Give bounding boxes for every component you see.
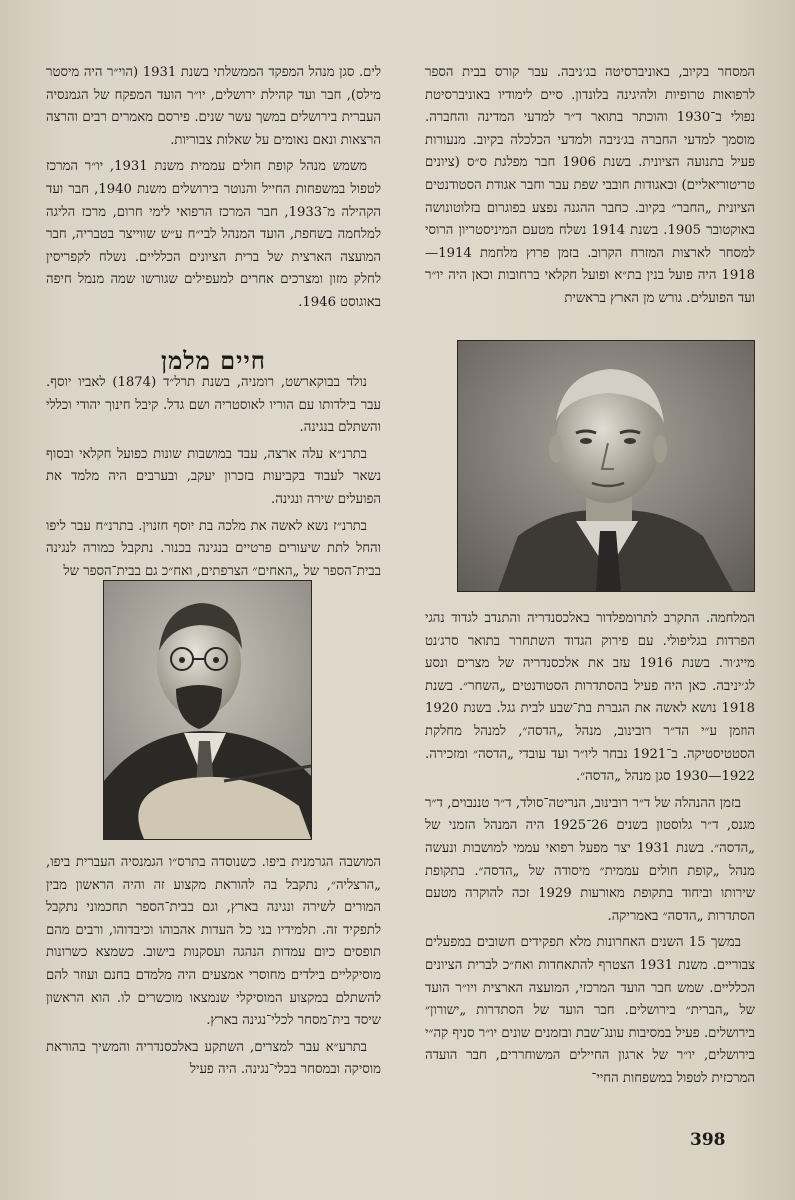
paragraph: בזמן ההנהלה של ד״ר רובינוב, הנריטה־סולד, ד״ר טננבוים, ד״ר מגנס, ד״ר גלוסטון בשנים 26־1925 היה המנהל הזמני של „הדסה״. בשנת 1931 יצר מפעל רפואי עממי למושבות ונעשה מנהל „קופת חולים עממית״ מיסודה של „הדסה״. בתקופת שירותו וביחוד בתקופת מאורעות 1929 זכה להוקרה מטעם הסתדרות „הדסה״ באמריקה. bbox=[425, 795, 755, 924]
text-block-top-left bbox=[46, 62, 381, 315]
paragraph: נולד בבוקארשט, רומניה, בשנת תרל״ד (1874) לאביו יוסף. עבר בילדותו עם הוריו לאוסטריה ושם גדל. קיבל חינוך יהודי וכללי והשתלם בנגינה. bbox=[46, 375, 381, 436]
text-block-top-right bbox=[425, 62, 755, 311]
paragraph: בתרע״א עבר למצרים, השתקע באלכסנדריה והמשיך בהוראת מוסיקה ובמסחר בכלי־נגינה. היה פעיל bbox=[46, 1039, 381, 1078]
paragraph: במשך 15 השנים האחרונות מלא תפקידים חשובים במפעלים צבוריים. משנת 1931 הצטרף להתאחדות ואח״כ לברית הציונים הכלליים. שמש חבר הועד המרכזי, המועצה הארצית ויו״ר הועד של „הברית״ בירושלים. חבר הועד של הסתדרות „ישורון״ בירושלים. פעיל במסיבות עונג־שבת ובזמנים שונים יו״ר סניף קה״י בירושלים, יו״ר של ארגון החיילים המשוחררים, חבר הועדה המרכזית לטפול במשפחות החיי־ bbox=[425, 935, 755, 1086]
paragraph: המושבה הגרמנית ביפו. כשנוסדה בתרס״ו הגמנסיה העברית ביפו, „הרצליה״, נתקבל בה להוראת מקצוע זה והיה הראשון מבין המורים לשירה ונגינה בארץ, וגם בבית־הספר תחכמוני נתקבל לתפקיד זה. תלמידיו בני כל העדות אהבוהו וכיבדוהו, ורבים מהם תופסים כיום עמדות הנהגה ועסקנות בישוב. כשמצא כשרונות מוסיקליים בילדים מחוסרי אמצעים היה מלמדם בחנם ועוזר להם להשתלם במקצוע המוסיקלי שנמצאו מוכשרים לו. הוא הראשון שיסד בית־מסחר לכלי־נגינה בארץ. bbox=[46, 855, 381, 1029]
paragraph: בתרנ״ז נשא לאשה את מלכה בת יוסף חזנוין. בתרנ״ח עבר ליפו והחל לתת שיעורים פרטיים בנגינה בכנור. נתקבל כמורה לנגינה בבית־הספר של „האחים״ הצרפתים, ואח״כ גם בבית־הספר של bbox=[46, 518, 381, 579]
portrait-image bbox=[458, 341, 754, 591]
text-block-bio-left bbox=[46, 372, 381, 583]
paragraph: המלחמה. התקרב לתרומפלדור באלכסנדריה והתנדב לגדוד נהגי הפרדות בגליפולי. עם פירוק הגדוד השתחרר בתואר סרג׳נט מייג׳ור. בשנת 1916 עזב את אלכסנדריה של מצרים ונסע לג׳יניבה. כאן היה פעיל בהסתדרות הסטודנטים „השחר״. בשנת 1918 נושא לאשה את הגברת בת־שבע לבית גגל. בשנת 1920 הוזמן ע״י הד״ר רובינוב, מנהל „הדסה״, למנהל מחלקת הסטטיסטיקה. ב־1921 נבחר ליו״ר ועד עובדי „הדסה״ ומזכירה. 1922—1930 סגן מנהל „הדסה״. bbox=[425, 611, 755, 785]
portrait-image bbox=[104, 581, 311, 839]
portrait-photo-man-with-violin bbox=[103, 580, 312, 840]
portrait-photo-man-in-suit bbox=[457, 340, 755, 592]
paragraph: לים. סגן מנהל המפקד הממשלתי בשנת 1931 (הוי״ר היה מיסטר מילס), חבר ועד קהילת ירושלים, יו״ר הועד המפקח של הגמנסיה העברית בירושלים במשך עשר שנים. פירסם מאמרים רבים והרצה הרצאות ונאם נאומים על שאלות צבוריות. bbox=[46, 65, 381, 148]
page-number: 398 bbox=[690, 1130, 726, 1150]
paragraph: המסחר בקיוב, באוניברסיטה בג׳ניבה. עבר קורס בבית הספר לרפואות טרופיות ולהיגינה בלונדון. סיים לימודיו באוניברסיטת נפולי ב־1930 והוכתר בתואר ד״ר למדעי המדינה והחברה. מוסמך למדעי החברה בג׳ניבה ולמדעי הכלכלה בקיוב. מנעורות פעיל בתנועה הציונית. בשנת 1906 חבר מפלגת ס״ס (ציונים טריטוריאליים) ובאגודות חובבי שפת עבר וחבר אגודת הסטודנטים הציונית „החבר״ בקיוב. כחבר ההגנה נפצע בפוגרום בזלוטונושה באוקטובר 1905. בשנת 1914 נשלח מטעם המיניסטריון הרוסי למסחר לארצות המזרח הקרוב. בזמן פרוץ מלחמת 1914—1918 היה פועל בנין בת״א ופועל חקלאי ברחובות וכאן היה יו״ר ועד הפועלים. גורש מן הארץ בראשית bbox=[425, 65, 756, 306]
biography-heading: חיים מלמן bbox=[161, 346, 266, 375]
paragraph: בתרנ״א עלה ארצה, עבד במושבות שונות כפועל חקלאי ובסוף נשאר לעבוד בקביעות בזכרון יעקב, ובערבים היה מלמד את הפועלים שירה ונגינה. bbox=[46, 446, 381, 507]
text-block-bottom-left bbox=[46, 852, 381, 1082]
text-block-bottom-right bbox=[425, 608, 755, 1090]
paragraph: משמש מנהל קופת חולים עממית משנת 1931, יו״ר המרכז לטפול במשפחות החייל והנוטר בירושלים משנת 1940, חבר ועד הקהילה מ־1933, חבר המרכז הרפואי לימי חרום, מרכז הליגה למלחמה בשחפת, הועד המנהל לבי״ח ע״ש שווייצר בטבריה, חבר המועצה הארצית של ברית הציונים הכלליים. נשלח לקפריסין לחלק מזון ומצרכים אחרים למעפילים שגורשו שמה מנמל חיפה באוגוסט 1946. bbox=[46, 159, 381, 310]
